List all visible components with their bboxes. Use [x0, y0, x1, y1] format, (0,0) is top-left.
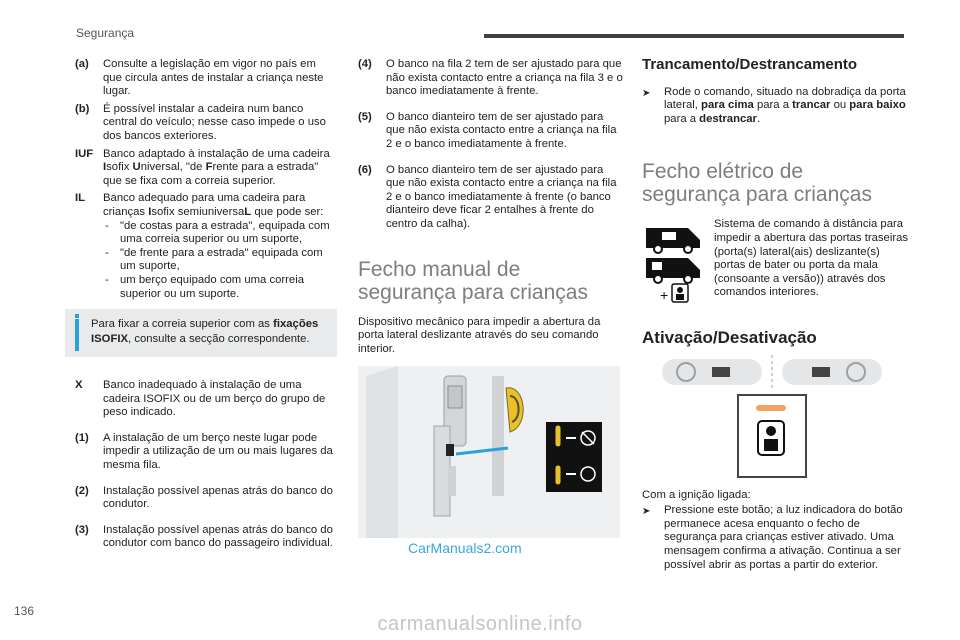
list-item: - "de costas para a estrada", equipada com uma correia superior ou um suporte,: [103, 220, 337, 247]
note-6: (6) O banco dianteiro tem de ser ajustado para que não exista contacto entre a criança na fila 2 e o banco imediatamente à frente (o banco dianteiro deve ficar 2 entalhes à frente do centro da calha).: [358, 163, 617, 230]
note-3: (3) Instalação possível apenas atrás do banco do condutor com banco do passageiro individual.: [75, 523, 333, 550]
lock-instruction: ➤ Rode o comando, situado na dobradiça da porta lateral, para cima para a trancar ou para baixo para a destrancar.: [642, 85, 906, 125]
note-5: (5) O banco dianteiro tem de ser ajustado para que não exista contacto entre a criança na fila 2 e o banco imediatamente à frente.: [358, 110, 617, 150]
electric-lock-title: Fecho elétrico de segurança para crianças: [642, 160, 872, 207]
note-il: IL Banco adequado para uma cadeira para crianças Isofix semiuniversaL que pode ser: - "de costas para a estrada", equipada com uma correia superior ou um suporte, - "de frente para a estrada" equipada com um suporte, - um berço equipado com uma correia superior ou um suporte.: [75, 192, 337, 301]
manual-lock-title: Fecho manual de segurança para crianças: [358, 257, 588, 304]
info-bar: [75, 319, 79, 351]
note-b: (b) É possível instalar a cadeira num banco central do veículo; nesse caso impede o uso dos bancos exteriores.: [75, 102, 326, 142]
electric-lock-info: [642, 218, 910, 309]
arrow-bullet-icon: ➤: [642, 506, 651, 518]
door-hinge-illustration: [358, 366, 620, 538]
door-lock-photo: [358, 366, 620, 557]
photo-watermark: CarManuals2.com: [408, 540, 522, 557]
activation-illustration: [642, 355, 910, 485]
il-options-list: [103, 220, 337, 302]
info-icon: [75, 314, 79, 318]
activation-title: Ativação/Desativação: [642, 327, 817, 347]
dashboard-button-illustration: [642, 355, 902, 485]
column-2: [358, 58, 623, 557]
site-watermark: carmanualsonline.info: [377, 613, 583, 635]
van-icons: [642, 218, 712, 309]
column-3: [642, 58, 910, 572]
list-item: - "de frente para a estrada" equipada com um suporte,: [103, 247, 337, 274]
note-1: (1) A instalação de um berço neste lugar pode impedir a utilização de um ou mais lugares da mesma fila.: [75, 431, 333, 472]
note-x: X Banco inadequado à instalação de uma cadeira ISOFIX ou de um berço do grupo de peso indicado.: [75, 379, 326, 419]
note-2: (2) Instalação possível apenas atrás do banco do condutor.: [75, 484, 333, 511]
arrow-bullet-icon: ➤: [642, 87, 651, 99]
column-1: [75, 58, 337, 563]
note-a: (a) Consulte a legislação em vigor no país em que circula antes de instalar a criança neste lugar.: [75, 58, 324, 98]
list-item: - um berço equipado com uma correia superior ou um suporte.: [103, 274, 337, 301]
header-bar: [484, 34, 904, 38]
electric-lock-description: Sistema de comando à distância para impedir a abertura das portas traseiras (porta(s) lateral(ais) deslizante(s) portas de bater ou porta da mala (consoante a versão)) através dos comandos interiores.: [714, 218, 909, 299]
section-header: Segurança: [76, 26, 135, 40]
note-4: (4) O banco na fila 2 tem de ser ajustado para que não exista contacto entre a criança na fila 3 e o banco imediatamente à frente.: [358, 58, 623, 98]
van-icon: [642, 218, 708, 304]
lock-unlock-title: Trancamento/Destrancamento: [642, 56, 858, 73]
ignition-note: Com a ignição ligada:: [642, 488, 751, 501]
page-number: 136: [14, 604, 35, 618]
svg-text:+: +: [660, 287, 669, 304]
manual-lock-description: Dispositivo mecânico para impedir a abertura da porta lateral deslizante através do seu comando interior.: [358, 315, 601, 355]
note-iuf: IUF Banco adaptado à instalação de uma cadeira Isofix Universal, "de Frente para a estrada" que se fixa com a correia superior.: [75, 147, 330, 187]
press-instruction: ➤ Pressione este botão; a luz indicadora do botão permanece acesa enquanto o fecho de segurança para crianças estiver ativado. Uma mensagem confirma a ativação. Continua a ser possível abrir as portas a partir do exterior.: [642, 504, 903, 571]
info-box-isofix: Para fixar a correia superior com as fixações ISOFIX, consulte a secção correspondente.: [65, 309, 337, 357]
